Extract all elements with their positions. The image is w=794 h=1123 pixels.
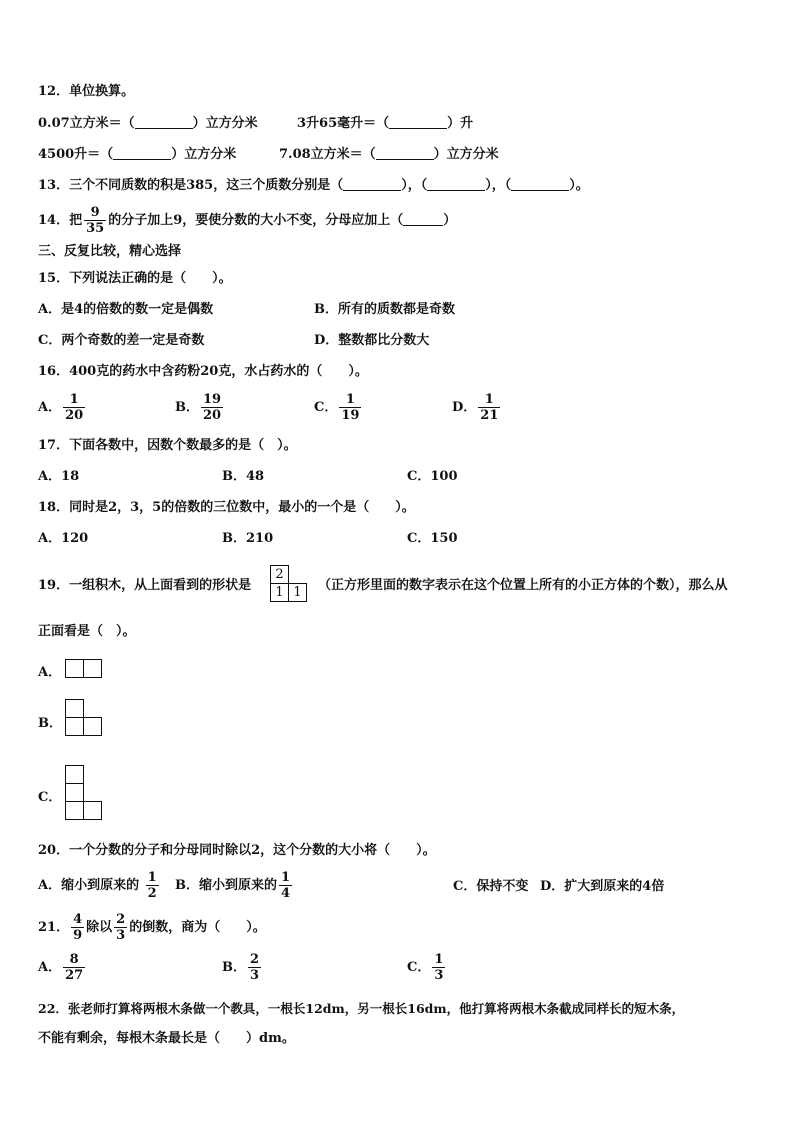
q18-option-a[interactable]: A．120 <box>38 531 89 546</box>
q12-item-1: 0.07立方米＝（ ）立方分米 <box>38 116 258 131</box>
top-view-cell: 2 <box>270 565 289 584</box>
q21-option-b[interactable]: B． $\frac{2}{3}$ <box>222 952 260 983</box>
answer-blank[interactable] <box>376 147 434 160</box>
q20-stem: 20．一个分数的分子和分母同时除以2，这个分数的大小将（ ）。 <box>38 843 436 858</box>
answer-blank[interactable] <box>113 147 171 160</box>
q15-option-a[interactable]: A．是4的倍数的数一定是偶数 <box>38 302 214 317</box>
top-view-cell: 1 <box>270 583 289 602</box>
q22-line-2: 不能有剩余，每根木条最长是（ ）dm。 <box>38 1031 295 1046</box>
q21-option-a[interactable]: A． $\frac{8}{27}$ <box>38 952 84 983</box>
q17-option-c[interactable]: C．100 <box>407 469 458 484</box>
q19-stem-continued: 正面看是（ ）。 <box>38 624 136 639</box>
q15-option-b[interactable]: B．所有的质数都是奇数 <box>314 302 455 317</box>
answer-blank[interactable] <box>403 213 443 226</box>
q12-item-3: 4500升＝（ ）立方分米 <box>38 147 237 162</box>
answer-blank[interactable] <box>427 178 485 191</box>
answer-blank[interactable] <box>135 116 193 129</box>
q22-line-1: 22．张老师打算将两根木条做一个教具，一根长12dm，另一根长16dm，他打算将两根木条截成同样长的短木条， <box>38 1001 685 1016</box>
q16-stem: 16．400克的药水中含药粉20克，水占药水的（ ）。 <box>38 364 368 379</box>
q16-option-a[interactable]: A． $\frac{1}{20}$ <box>38 392 84 423</box>
q18-stem: 18．同时是2，3，5的倍数的三位数中，最小的一个是（ ）。 <box>38 500 415 515</box>
answer-blank[interactable] <box>343 178 401 191</box>
q19-option-b-figure[interactable] <box>65 699 105 739</box>
q15-option-d[interactable]: D．整数都比分数大 <box>314 333 430 348</box>
q19-description: （正方形里面的数字表示在这个位置上所有的小正方体的个数），那么从 <box>318 578 728 593</box>
q13-question: 13．三个不同质数的积是385，这三个质数分别是（ ），（ ），（ ）。 <box>38 178 589 193</box>
q19-stem: 19．一组积木，从上面看到的形状是 <box>38 578 252 593</box>
q12-item-4: 7.08立方米＝（ ）立方分米 <box>279 147 499 162</box>
answer-blank[interactable] <box>389 116 447 129</box>
q16-option-c[interactable]: C． $\frac{1}{19}$ <box>314 392 360 423</box>
answer-blank[interactable] <box>511 178 569 191</box>
q16-option-b[interactable]: B． $\frac{19}{20}$ <box>175 392 222 423</box>
q15-stem: 15．下列说法正确的是（ ）。 <box>38 271 232 286</box>
q18-option-c[interactable]: C．150 <box>407 531 458 546</box>
section-heading: 三、反复比较，精心选择 <box>38 244 182 259</box>
q17-option-b[interactable]: B．48 <box>222 469 265 484</box>
top-view-cell: 1 <box>288 583 307 602</box>
q20-option-b[interactable]: B．缩小到原来的 $\frac{1}{4}$ <box>175 870 291 901</box>
q12-title: 12．单位换算。 <box>38 84 135 99</box>
q20-option-d[interactable]: D．扩大到原来的4倍 <box>540 879 665 894</box>
q19-option-c-figure[interactable] <box>65 765 105 823</box>
q12-item-2: 3升65毫升＝（ ）升 <box>297 116 474 131</box>
top-view-figure <box>270 565 310 603</box>
fraction: $\frac{9}{35}$ <box>86 205 105 236</box>
q19-option-a-label[interactable]: A． <box>38 665 62 680</box>
q15-option-c[interactable]: C．两个奇数的差一定是奇数 <box>38 333 205 348</box>
q21-stem: 21． $\frac{4}{9}$ 除以 $\frac{2}{3}$ 的倒数，商为（ ）。 <box>38 912 266 943</box>
q19-option-a-figure[interactable] <box>65 659 105 679</box>
q20-option-a[interactable]: A．缩小到原来的 $\frac{1}{2}$ <box>38 870 157 901</box>
q17-option-a[interactable]: A．18 <box>38 469 80 484</box>
q21-option-c[interactable]: C． $\frac{1}{3}$ <box>407 952 444 983</box>
q19-option-b-label[interactable]: B． <box>38 716 62 731</box>
q20-option-c[interactable]: C．保持不变 <box>453 879 529 894</box>
q18-option-b[interactable]: B．210 <box>222 531 274 546</box>
q17-stem: 17．下面各数中，因数个数最多的是（ ）。 <box>38 438 297 453</box>
q14-question: 14．把 $\frac{9}{35}$ 的分子加上9，要使分数的大小不变，分母应加上（ ） <box>38 205 457 236</box>
q19-option-c-label[interactable]: C． <box>38 790 62 805</box>
q16-option-d[interactable]: D． $\frac{1}{21}$ <box>452 392 499 423</box>
